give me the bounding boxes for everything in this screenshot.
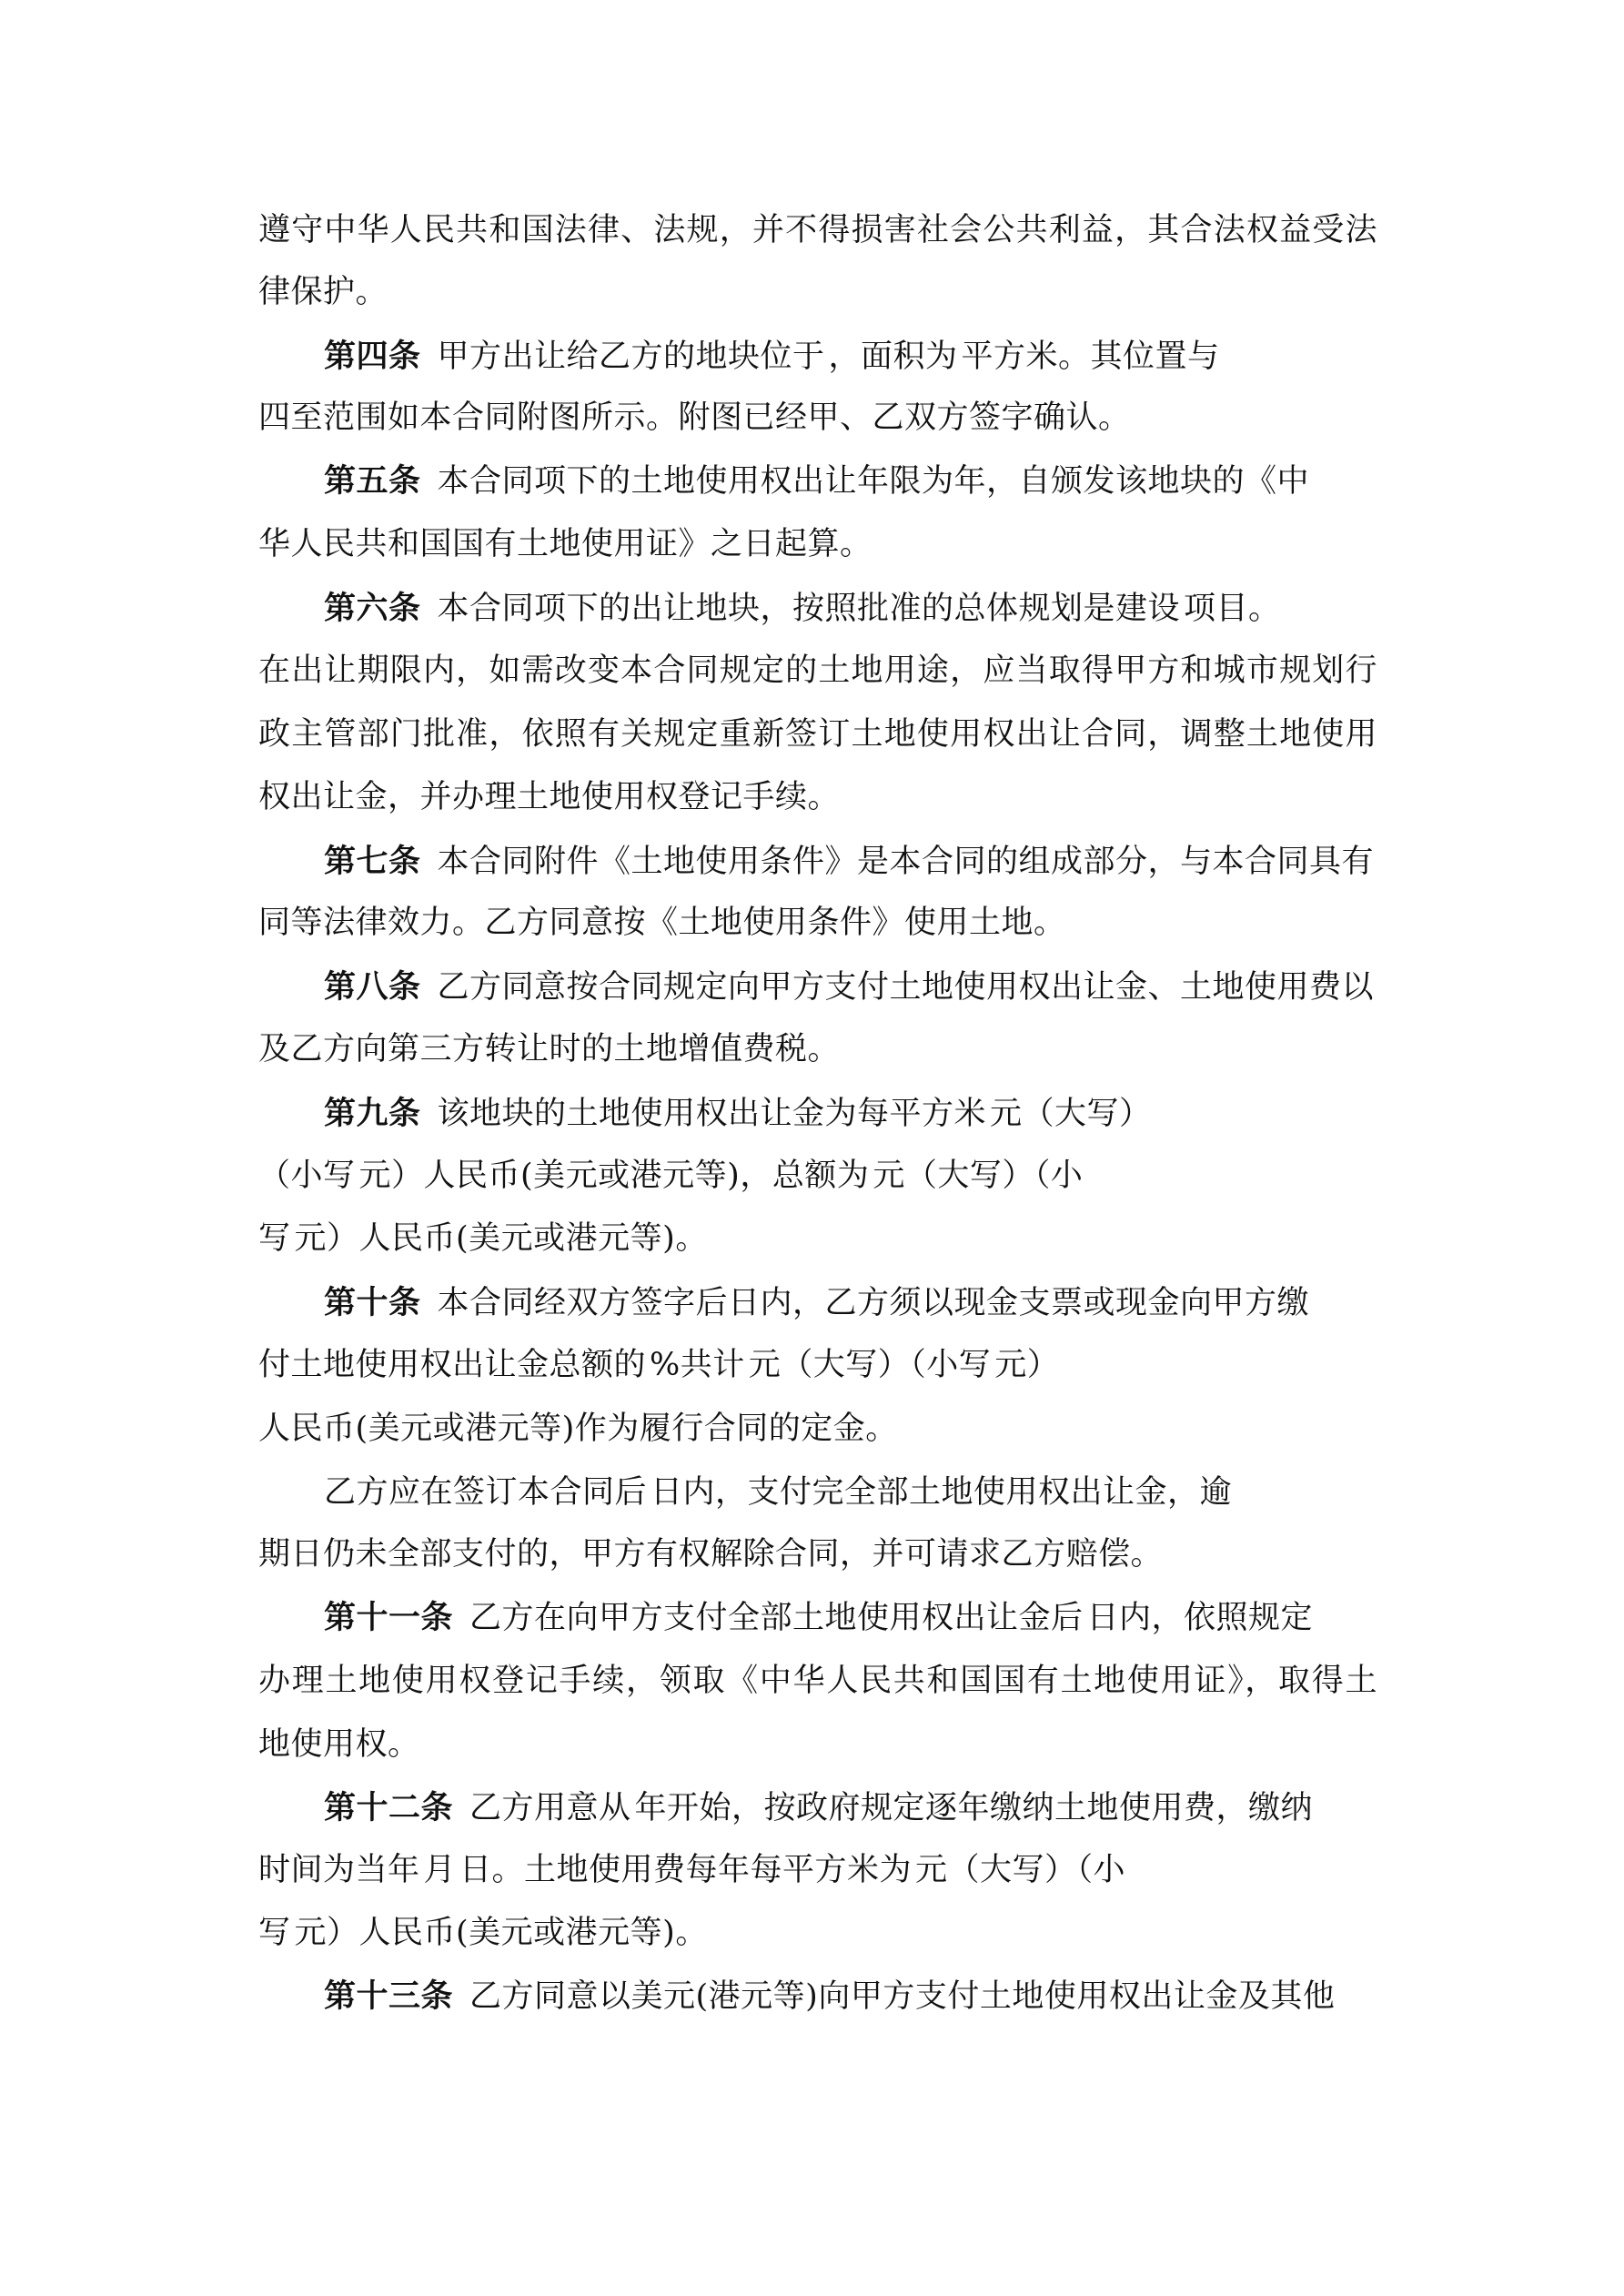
- text: 元）: [994, 1347, 1060, 1383]
- article-6-title: 第六条: [324, 590, 421, 627]
- text: 元（大写）（小写: [748, 1347, 992, 1383]
- article-12-line-1: [324, 1785, 1377, 1832]
- text: 写: [258, 1915, 291, 1951]
- text: 该地块的土地使用权出让金为每平方米: [437, 1096, 987, 1132]
- article-8-line-1: [324, 964, 1377, 1011]
- article-9-line-3: [258, 1215, 1377, 1262]
- article-9-line-2: [258, 1152, 1377, 1199]
- article-8-title: 第八条: [324, 968, 421, 1006]
- text: 元（大写）（小: [873, 1158, 1084, 1194]
- text: 元）人民币(美元或港元等)。: [294, 1220, 708, 1257]
- text: 乙方同意以美元(港元等)向甲方支付土地使用权出让金及其他: [469, 1978, 1336, 2015]
- text: 年开始，按政府规定逐年缴纳土地使用费，缴纳: [634, 1790, 1314, 1826]
- text: 写: [258, 1220, 291, 1257]
- text: 乙方在向甲方支付全部土地使用权出让金后: [469, 1600, 1084, 1636]
- text: 月: [423, 1852, 457, 1888]
- text: 元）人民币(美元或港元等)，总额为: [358, 1158, 870, 1194]
- article-5-line-1: [324, 458, 1377, 505]
- article-12-line-3: [258, 1909, 1377, 1957]
- text: 乙方用意从: [469, 1790, 631, 1826]
- text: 期: [258, 1536, 291, 1573]
- text: 本合同项下的出让地块，按照批准的总体规划是建设: [437, 591, 1181, 627]
- text: 日。土地使用费每年每平方米为: [459, 1852, 913, 1888]
- article-6-line-1: [324, 585, 1377, 632]
- article-7-line-2: [258, 899, 1377, 946]
- article-10-title: 第十条: [324, 1284, 421, 1321]
- intro-line-1: [258, 207, 1377, 254]
- article-10-line-2: [258, 1341, 1377, 1389]
- article-4-title: 第四条: [324, 338, 421, 375]
- text: 时间为当年: [258, 1852, 420, 1888]
- text: 同等法律效力。乙方同意按《土地使用条件》使用土地。: [258, 905, 1066, 941]
- article-6-line-2: [258, 647, 1377, 694]
- text: 平方米。其位置与: [961, 339, 1220, 375]
- article-10b-line-2: [258, 1531, 1377, 1578]
- article-12-title: 第十二条: [324, 1789, 454, 1826]
- text: 乙方同意按合同规定向甲方支付土地使用权出让金、土地使用费以: [437, 969, 1375, 1006]
- text: （小写: [258, 1158, 356, 1194]
- text: 地使用权。: [258, 1726, 420, 1763]
- text: %共计: [650, 1347, 745, 1383]
- article-13-title: 第十三条: [324, 1977, 454, 2015]
- text: 年，自颁发该地块的《中: [953, 463, 1310, 500]
- article-10-line-3: [258, 1405, 1377, 1452]
- text: 四至范围如本合同附图所示。附图已经甲、乙双方签字确认。: [258, 400, 1131, 436]
- text: 本合同附件《土地使用条件》是本合同的组成部分，与本合同具有: [437, 844, 1375, 880]
- text: 日内，支付完全部土地使用权出让金，逾: [651, 1474, 1233, 1511]
- intro-line-2: [258, 268, 1377, 316]
- text: 元（大写）（小: [915, 1852, 1126, 1888]
- text: 律保护。: [258, 274, 388, 310]
- text: 元（大写）: [990, 1096, 1152, 1132]
- text: 权出让金，并办理土地使用权登记手续。: [258, 779, 841, 815]
- article-5-line-2: [258, 521, 1377, 568]
- text: 本合同经双方签字后: [437, 1285, 729, 1321]
- text: 元）人民币(美元或港元等)。: [294, 1915, 708, 1951]
- text: 甲方出让给乙方的地块位于: [437, 339, 825, 375]
- article-12-line-2: [258, 1846, 1377, 1894]
- text: 日内，乙方须以现金支票或现金向甲方缴: [728, 1285, 1310, 1321]
- article-10-line-1: [324, 1279, 1377, 1327]
- article-10b-line-1: [324, 1469, 1377, 1516]
- article-11-line-1: [324, 1594, 1377, 1642]
- text: 华人民共和国国有土地使用证》之日起算。: [258, 526, 873, 562]
- text: 日仍未全部支付的，甲方有权解除合同，并可请求乙方赔偿。: [290, 1536, 1164, 1573]
- article-4-line-1: [324, 333, 1377, 380]
- article-4-line-2: [258, 394, 1377, 441]
- text: 遵守中华人民共和国法律、法规，并不得损害社会公共利益，其合法权益受法: [258, 212, 1377, 248]
- text: 人民币(美元或港元等)作为履行合同的定金。: [258, 1411, 898, 1447]
- text: 乙方应在签订本合同后: [324, 1474, 648, 1511]
- article-7-title: 第七条: [324, 843, 421, 880]
- text: 在出让期限内，如需改变本合同规定的土地用途，应当取得甲方和城市规划行: [258, 652, 1377, 689]
- article-5-title: 第五条: [324, 462, 421, 500]
- article-7-line-1: [324, 838, 1377, 885]
- text: 项目。: [1184, 591, 1281, 627]
- text: 及乙方向第三方转让时的土地增值费税。: [258, 1031, 841, 1067]
- article-6-line-3: [258, 711, 1377, 758]
- article-9-title: 第九条: [324, 1095, 421, 1132]
- article-11-line-3: [258, 1721, 1377, 1768]
- article-6-line-4: [258, 774, 1377, 821]
- text: 付土地使用权出让金总额的: [258, 1347, 647, 1383]
- article-9-line-1: [324, 1090, 1377, 1138]
- text: 办理土地使用权登记手续，领取《中华人民共和国国有土地使用证》，取得土: [258, 1663, 1377, 1699]
- article-11-title: 第十一条: [324, 1599, 454, 1636]
- article-13-line-1: [324, 1973, 1377, 2020]
- text: 日内，依照规定: [1086, 1600, 1314, 1636]
- text: ，面积为: [828, 339, 958, 375]
- text: 政主管部门批准，依照有关规定重新签订土地使用权出让合同，调整土地使用: [258, 716, 1377, 753]
- article-8-line-2: [258, 1026, 1377, 1073]
- article-11-line-2: [258, 1657, 1377, 1704]
- text: 本合同项下的土地使用权出让年限为: [437, 463, 954, 500]
